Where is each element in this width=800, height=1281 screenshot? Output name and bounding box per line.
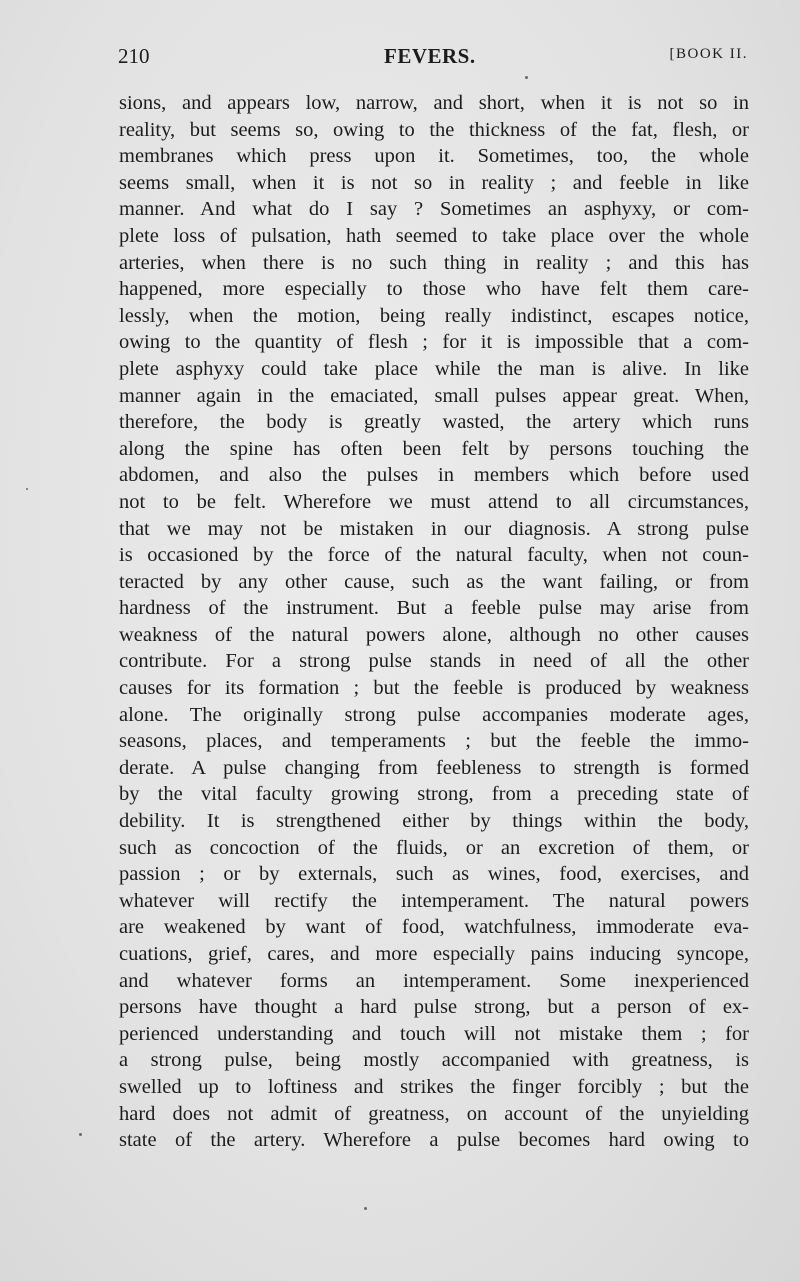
text-line: persons have thought a hard pulse strong, but a person of ex- (119, 996, 749, 1019)
text-line: teracted by any other cause, such as the want failing, or from (119, 570, 749, 593)
text-line: passion ; or by externals, such as wines, food, exercises, and (119, 863, 749, 886)
text-line: owing to the quantity of flesh ; for it is impossible that a com- (119, 331, 749, 354)
text-line: alone. The originally strong pulse accompanies moderate ages, (119, 703, 749, 726)
text-line: arteries, when there is no such thing in reality ; and this has (119, 251, 749, 274)
page-header (118, 44, 748, 76)
text-line: such as concoction of the fluids, or an excretion of them, or (119, 836, 749, 859)
text-line: not to be felt. Wherefore we must attend to all circumstances, (119, 490, 749, 513)
ink-speck (79, 1133, 82, 1136)
text-line: causes for its formation ; but the feeble is produced by weakness (119, 677, 749, 700)
text-line: a strong pulse, being mostly accompanied with greatness, is (119, 1049, 749, 1072)
text-line: derate. A pulse changing from feebleness to strength is formed (119, 756, 749, 779)
ink-speck (26, 488, 28, 490)
text-line: perienced understanding and touch will not mistake them ; for (119, 1022, 749, 1045)
text-line: are weakened by want of food, watchfulness, immoderate eva- (119, 916, 749, 939)
text-line: happened, more especially to those who have felt them care- (119, 278, 749, 301)
text-line: state of the artery. Wherefore a pulse becomes hard owing to (119, 1129, 749, 1152)
text-line: reality, but seems so, owing to the thickness of the fat, flesh, or (119, 118, 749, 141)
text-line: seems small, when it is not so in reality ; and feeble in like (119, 171, 749, 194)
page-number: 210 (118, 44, 150, 68)
text-line: plete loss of pulsation, hath seemed to take place over the whole (119, 224, 749, 247)
text-line: seasons, places, and temperaments ; but the feeble the immo- (119, 730, 749, 753)
text-line: plete asphyxy could take place while the man is alive. In like (119, 357, 749, 380)
text-line: sions, and appears low, narrow, and short, when it is not so in (119, 92, 749, 114)
text-line: whatever will rectify the intemperament. The natural powers (119, 889, 749, 912)
ink-speck (364, 1207, 367, 1210)
text-line: membranes which press upon it. Sometimes, too, the whole (119, 145, 749, 168)
running-title: FEVERS. (384, 44, 476, 68)
text-line: cuations, grief, cares, and more especially pains inducing syncope, (119, 943, 749, 965)
text-line: by the vital faculty growing strong, from a preceding state of (119, 783, 749, 806)
text-line: abdomen, and also the pulses in members which before used (119, 464, 749, 487)
text-line: and whatever forms an intemperament. Some inexperienced (119, 969, 749, 992)
ink-speck (525, 76, 528, 79)
text-line: manner. And what do I say ? Sometimes an asphyxy, or com- (119, 198, 749, 221)
text-line: therefore, the body is greatly wasted, the artery which runs (119, 411, 749, 434)
text-line: weakness of the natural powers alone, although no other causes (119, 623, 749, 646)
text-line: debility. It is strengthened either by things within the body, (119, 810, 749, 833)
text-line: swelled up to loftiness and strikes the finger forcibly ; but the (119, 1075, 749, 1098)
text-line: hardness of the instrument. But a feeble pulse may arise from (119, 597, 749, 620)
text-line: is occasioned by the force of the natural faculty, when not coun- (119, 544, 749, 567)
text-line: contribute. For a strong pulse stands in need of all the other (119, 650, 749, 673)
text-line: hard does not admit of greatness, on account of the unyielding (119, 1102, 749, 1125)
text-line: that we may not be mistaken in our diagnosis. A strong pulse (119, 517, 749, 540)
body-text (119, 90, 749, 1154)
text-line: lessly, when the motion, being really indistinct, escapes notice, (119, 304, 749, 327)
book-label: [BOOK II. (669, 46, 748, 62)
text-line: manner again in the emaciated, small pulses appear great. When, (119, 384, 749, 407)
text-line: along the spine has often been felt by persons touching the (119, 437, 749, 460)
